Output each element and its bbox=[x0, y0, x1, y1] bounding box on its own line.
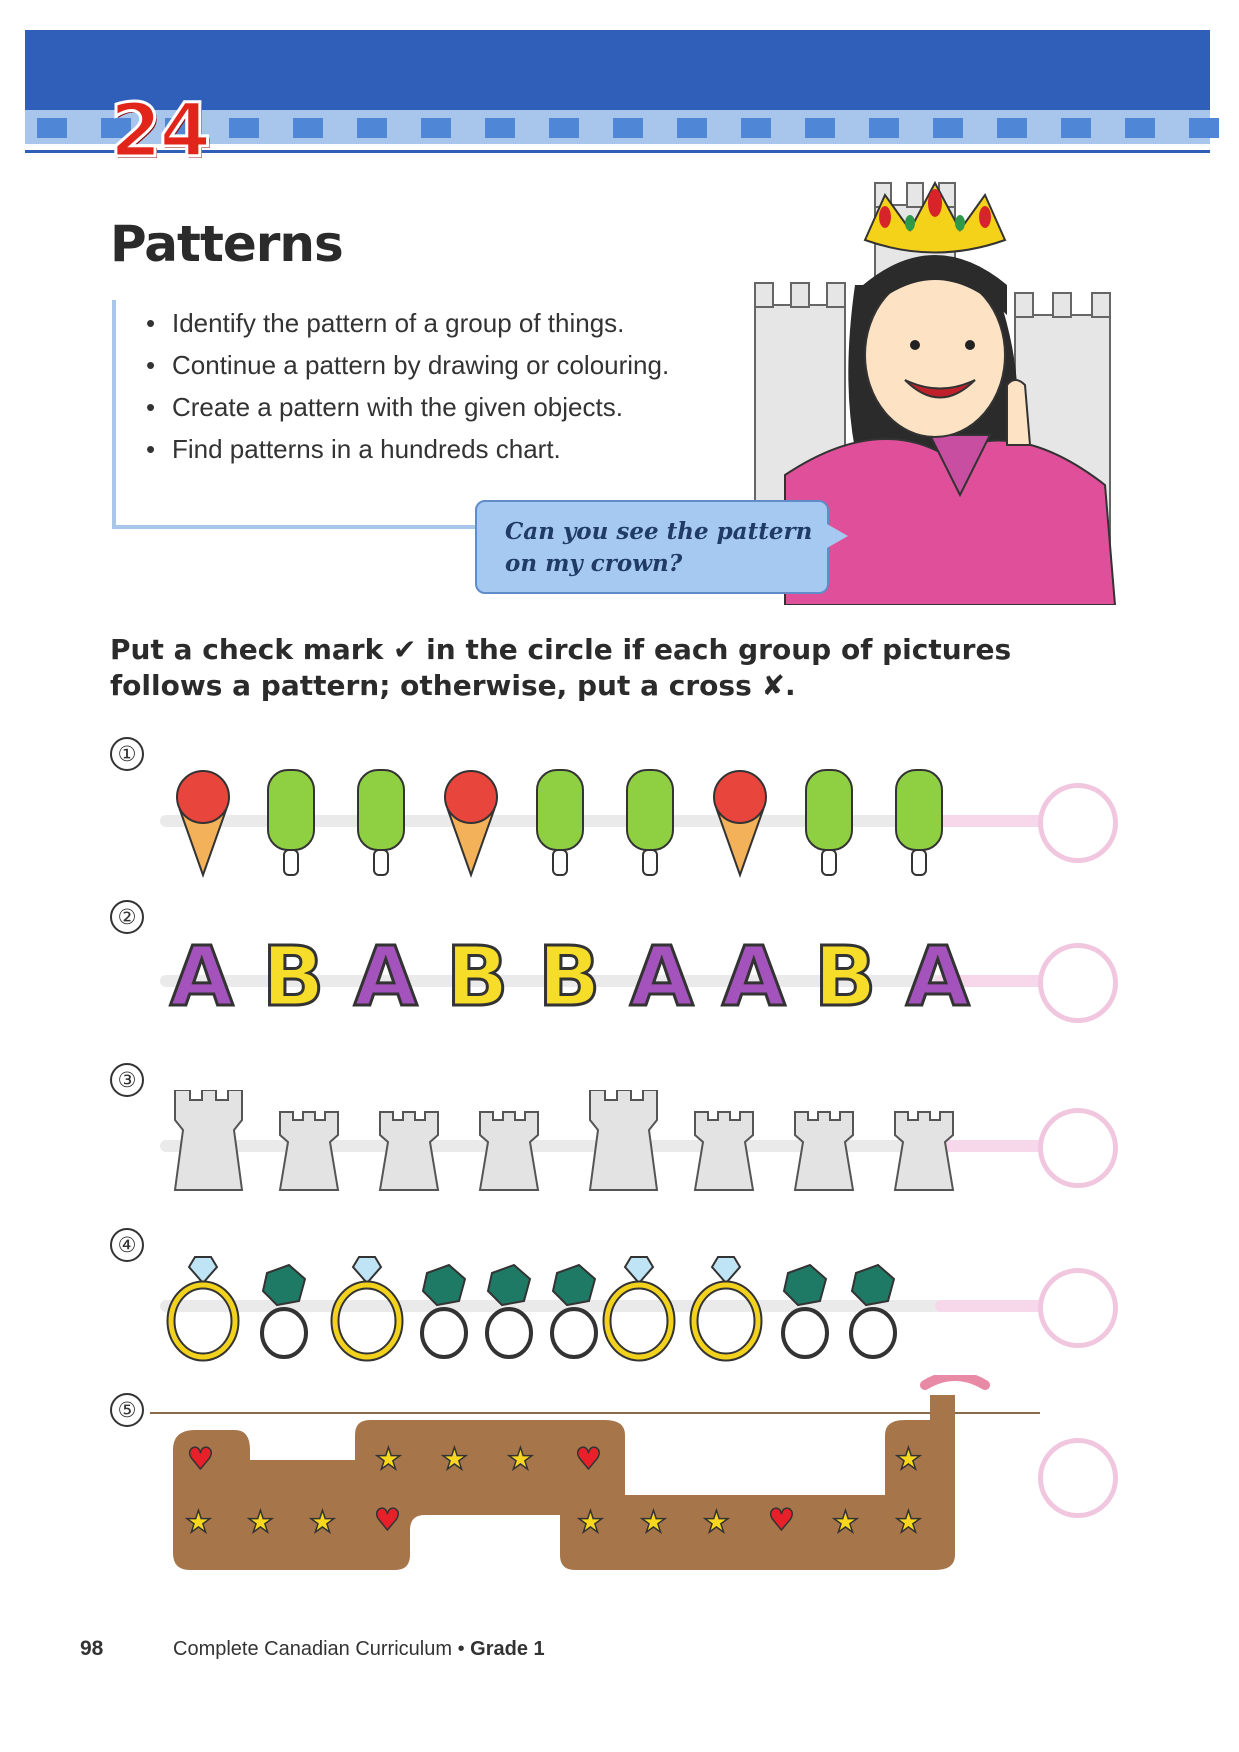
header-checker-square bbox=[485, 118, 515, 138]
pattern-letter: A bbox=[906, 930, 970, 1025]
header-checker-square bbox=[421, 118, 451, 138]
header-checker-square bbox=[933, 118, 963, 138]
footer-separator: • bbox=[457, 1638, 465, 1660]
pattern-letter: A bbox=[354, 930, 418, 1025]
question-number: ① bbox=[110, 737, 144, 771]
book-name: Complete Canadian Curriculum bbox=[173, 1638, 453, 1660]
grade-label: Grade 1 bbox=[470, 1638, 545, 1660]
popsicle-icon bbox=[537, 770, 583, 875]
header-checker-square bbox=[1189, 118, 1219, 138]
goal-item: • Continue a pattern by drawing or colouring. bbox=[172, 350, 669, 381]
heart-icon: ♥ bbox=[187, 1442, 214, 1477]
diamond-ring-icon bbox=[335, 1257, 399, 1357]
goal-item: • Find patterns in a hundreds chart. bbox=[172, 434, 561, 465]
ice-cream-icon bbox=[177, 771, 229, 875]
speech-bubble bbox=[475, 500, 829, 594]
question-number: ② bbox=[110, 900, 144, 934]
speech-line-2: on my crown? bbox=[505, 550, 683, 577]
pattern-letter: B bbox=[814, 930, 877, 1025]
answer-circle[interactable] bbox=[1038, 1268, 1118, 1348]
goals-list bbox=[112, 300, 756, 529]
question-number: ⑤ bbox=[110, 1393, 144, 1427]
header-checker-square bbox=[613, 118, 643, 138]
heart-icon: ♥ bbox=[768, 1503, 795, 1538]
star-icon: ★ bbox=[577, 1505, 604, 1540]
page-title: Patterns bbox=[110, 215, 343, 273]
question-number: ④ bbox=[110, 1228, 144, 1262]
gem-ring-icon bbox=[851, 1265, 895, 1357]
answer-circle[interactable] bbox=[1038, 1438, 1118, 1518]
header-checker-square bbox=[37, 118, 67, 138]
speech-line-1: Can you see the pattern bbox=[505, 518, 813, 545]
ring-pattern-row bbox=[165, 1255, 965, 1365]
star-icon: ★ bbox=[441, 1442, 468, 1477]
popsicle-icon bbox=[627, 770, 673, 875]
pattern-letter: A bbox=[722, 930, 786, 1025]
star-icon: ★ bbox=[832, 1505, 859, 1540]
star-icon: ★ bbox=[375, 1442, 402, 1477]
popsicle-icon bbox=[896, 770, 942, 875]
ice-cream-pattern-row bbox=[170, 765, 980, 880]
gem-ring-icon bbox=[552, 1265, 596, 1357]
answer-circle[interactable] bbox=[1038, 1108, 1118, 1188]
header-checker-square bbox=[997, 118, 1027, 138]
goal-item: • Identify the pattern of a group of things. bbox=[172, 308, 624, 339]
unit-number: 24 bbox=[110, 88, 209, 174]
diamond-ring-icon bbox=[171, 1257, 235, 1357]
page-number: 98 bbox=[80, 1637, 104, 1660]
star-icon: ★ bbox=[507, 1442, 534, 1477]
speech-bubble-tail bbox=[820, 520, 848, 552]
header-checker-square bbox=[1061, 118, 1091, 138]
header-checker-square bbox=[549, 118, 579, 138]
star-icon: ★ bbox=[185, 1505, 212, 1540]
answer-circle[interactable] bbox=[1038, 783, 1118, 863]
goal-item: • Create a pattern with the given objects. bbox=[172, 392, 623, 423]
star-icon: ★ bbox=[309, 1505, 336, 1540]
pattern-letter: A bbox=[170, 930, 234, 1025]
diamond-ring-icon bbox=[694, 1257, 758, 1357]
header-checker-square bbox=[229, 118, 259, 138]
heart-icon: ♥ bbox=[374, 1503, 401, 1538]
gem-ring-icon bbox=[262, 1265, 306, 1357]
header-checker-square bbox=[869, 118, 899, 138]
tower-pattern-row bbox=[170, 1090, 970, 1195]
header-checker-square bbox=[677, 118, 707, 138]
ice-cream-icon bbox=[445, 771, 497, 875]
question-number: ③ bbox=[110, 1063, 144, 1097]
short-tower-icon bbox=[795, 1112, 853, 1190]
heart-icon: ♥ bbox=[575, 1442, 602, 1477]
tall-tower-icon bbox=[590, 1090, 657, 1190]
header-checker-square bbox=[357, 118, 387, 138]
header-checker-square bbox=[293, 118, 323, 138]
popsicle-icon bbox=[806, 770, 852, 875]
popsicle-icon bbox=[268, 770, 314, 875]
pattern-letter: B bbox=[262, 930, 325, 1025]
gem-ring-icon bbox=[487, 1265, 531, 1357]
tall-tower-icon bbox=[175, 1090, 242, 1190]
star-icon: ★ bbox=[640, 1505, 667, 1540]
pattern-letter: B bbox=[538, 930, 601, 1025]
star-icon: ★ bbox=[895, 1505, 922, 1540]
header-checker-square bbox=[741, 118, 771, 138]
book-title bbox=[173, 1638, 545, 1661]
header-checker-square bbox=[1125, 118, 1155, 138]
short-tower-icon bbox=[280, 1112, 338, 1190]
star-icon: ★ bbox=[895, 1442, 922, 1477]
short-tower-icon bbox=[895, 1112, 953, 1190]
short-tower-icon bbox=[480, 1112, 538, 1190]
header-checker-square bbox=[805, 118, 835, 138]
gem-ring-icon bbox=[783, 1265, 827, 1357]
star-icon: ★ bbox=[703, 1505, 730, 1540]
short-tower-icon bbox=[695, 1112, 753, 1190]
diamond-ring-icon bbox=[607, 1257, 671, 1357]
answer-circle[interactable] bbox=[1038, 943, 1118, 1023]
pattern-letter: B bbox=[446, 930, 509, 1025]
instruction-text: Put a check mark ✔ in the circle if each group of pictures follows a pattern; otherwise, put a cross ✘. bbox=[110, 633, 1012, 702]
popsicle-icon bbox=[358, 770, 404, 875]
gem-ring-icon bbox=[422, 1265, 466, 1357]
pattern-letter: A bbox=[630, 930, 694, 1025]
ice-cream-icon bbox=[714, 771, 766, 875]
short-tower-icon bbox=[380, 1112, 438, 1190]
star-icon: ★ bbox=[247, 1505, 274, 1540]
